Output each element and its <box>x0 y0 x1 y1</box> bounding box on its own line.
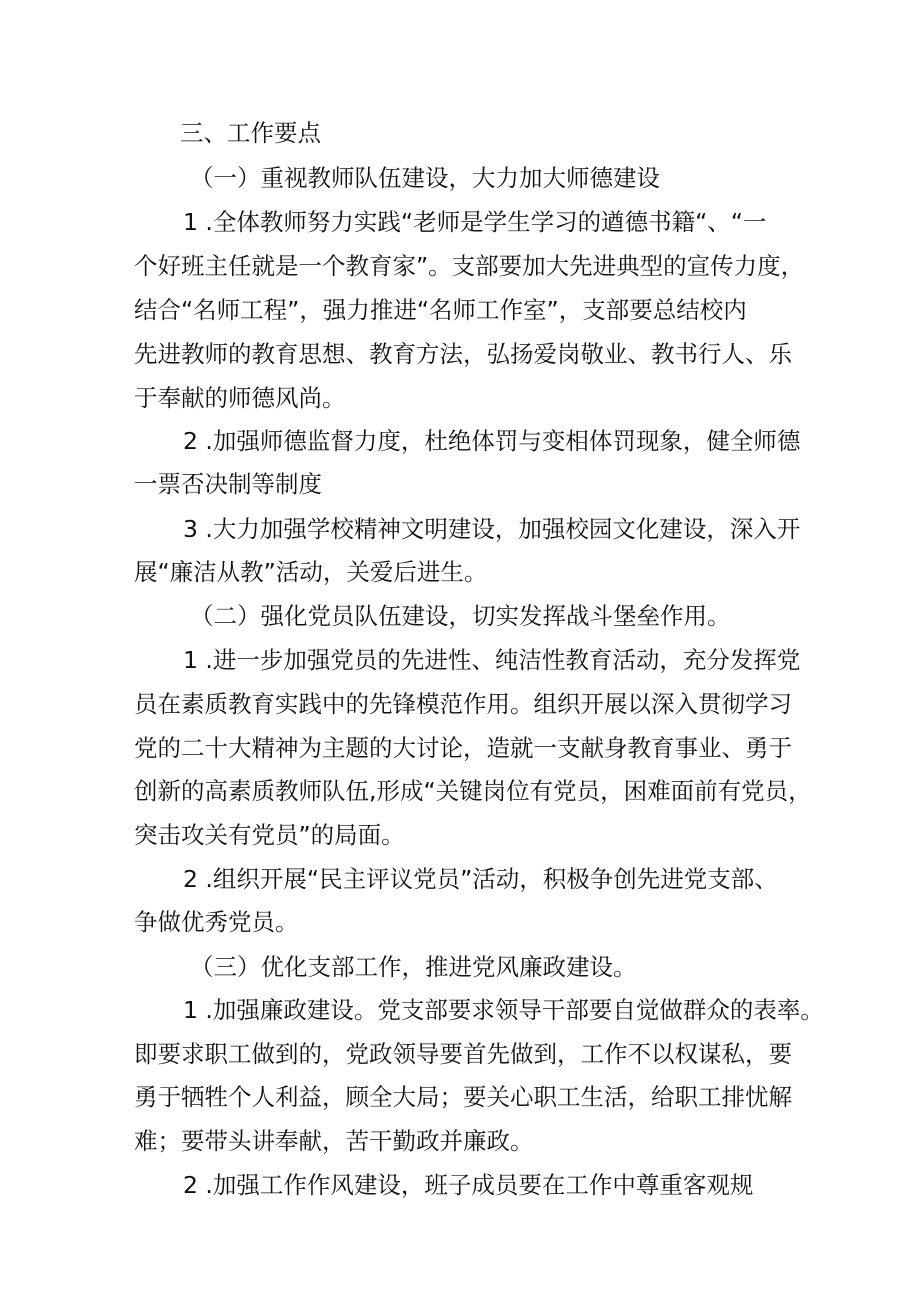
paragraph-line: 2 .加强工作作风建设，班子成员要在工作中尊重客观规 <box>183 1171 754 1199</box>
paragraph-line: 争做优秀党员。 <box>134 908 299 936</box>
paragraph-line: 展“廉洁从教”活动，关爱后进生。 <box>134 558 488 586</box>
paragraph-line: 1 .全体教师努力实践“老师是学生学习的遒德书籍“、“一 <box>183 208 767 236</box>
paragraph-line: 即要求职工做到的，党政领导要首先做到，工作不以权谋私，要 <box>134 1040 792 1068</box>
paragraph-line: 于奉献的师德风尚。 <box>134 384 346 412</box>
paragraph-line: 党的二十大精神为主题的大讨论，造就一支献身教育事业、勇于 <box>134 734 792 762</box>
subsection-heading: （三）优化支部工作，推进党风廉政建设。 <box>190 953 637 981</box>
paragraph-line: 难；要带头讲奉献，苦干勤政并廉政。 <box>134 1127 534 1155</box>
subsection-heading: （二）强化党员队伍建设，切实发挥战斗堡垒作用。 <box>190 602 731 630</box>
paragraph-line: 2 .加强师德监督力度，杜绝体罚与变相体罚现象，健全师德 <box>183 427 801 455</box>
subsection-heading: （一）重视教师队伍建设，大力加大师德建设 <box>190 164 660 192</box>
paragraph-line: 1 .进一步加强党员的先进性、纯洁性教育活动，充分发挥党 <box>183 646 801 674</box>
paragraph-line: 2 .组织开展“民主评议党员”活动，积极争创先进党支部、 <box>183 865 778 893</box>
paragraph-line: 先进教师的教育思想、教育方法，弘扬爱岗敬业、教书行人、乐 <box>134 340 792 368</box>
paragraph-line: 突击攻关有党员”的局面。 <box>134 821 405 849</box>
paragraph-line: 员在素质教育实践中的先锋模范作用。组织开展以深入贯彻学习 <box>134 690 792 718</box>
section-heading: 三、工作要点 <box>180 119 321 147</box>
paragraph-line: 一票否决制等制度 <box>134 470 322 498</box>
paragraph-line: 结合“名师工程”，强力推进“名师工作室”，支部要总结校内 <box>134 296 747 324</box>
paragraph-line: 勇于牺牲个人利益，顾全大局；要关心职工生活，给职工排忧解 <box>134 1083 792 1111</box>
paragraph-line: 1 .加强廉政建设。党支部要求领导干部要自觉做群众的表率。 <box>183 996 824 1024</box>
paragraph-line: 创新的高素质教师队伍,形成“关键岗位有党员，困难面前有党员， <box>134 777 812 805</box>
paragraph-line: 3 .大力加强学校精神文明建设，加强校园文化建设，深入开 <box>183 515 801 543</box>
paragraph-line: 个好班主任就是一个教育家”。支部要加大先进典型的宣传力度， <box>134 252 805 280</box>
